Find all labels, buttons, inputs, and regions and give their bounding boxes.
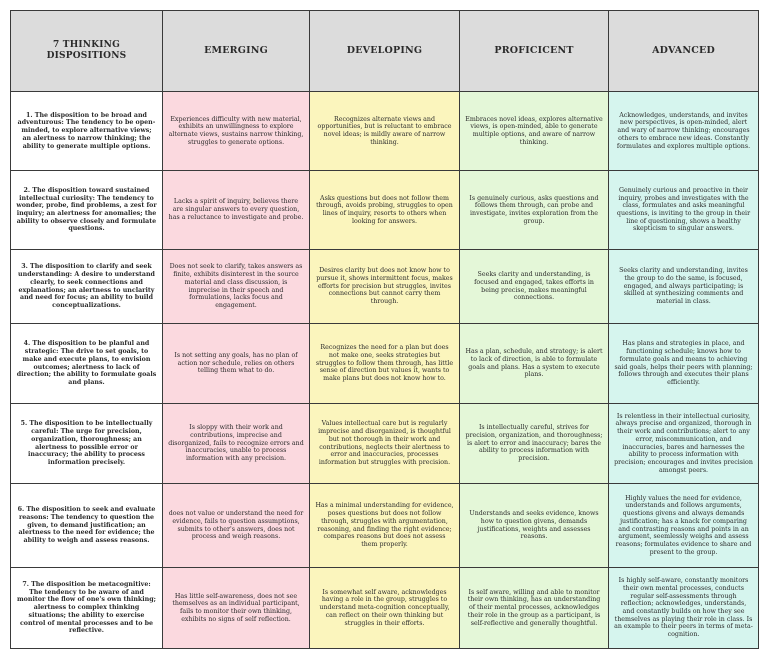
advanced-cell: Genuinely curious and proactive in their inquiry, probes and investigates with the class, formulates and asks meaningful questions, is inviting to the group in their line of questioning, shows a healthy skepticism to singular answers. (609, 171, 759, 250)
developing-cell: Is somewhat self aware, acknowledges having a role in the group, struggles to understand meta-cognition conceptually, can reflect on their own thinking but struggles in their efforts. (310, 568, 460, 649)
header-dispositions: 7 THINKING DISPOSITIONS (11, 11, 163, 92)
advanced-cell: Acknowledges, understands, and invites new perspectives, is open-minded, alert and wary of narrow thinking; encourages others to embrace new ideas. Constantly formulates and explores multiple options. (609, 92, 759, 171)
disposition-cell: 2. The disposition toward sustained intellectual curiosity: The tendency to wonder, probe, find problems, a zest for inquiry; an alertness for anomalies; the ability to observe closely and formulate questions. (11, 171, 163, 250)
proficient-cell: Embraces novel ideas, explores alternative views, is open-minded, able to generate multiple options, and aware of narrow thinking. (460, 92, 609, 171)
emerging-cell: Does not seek to clarify, takes answers as finite, exhibits disinterest in the source material and class discussion, is imprecise in their speech and formulations, lacks focus and engagement. (163, 250, 310, 324)
emerging-cell: Is not setting any goals, has no plan of action nor schedule, relies on others telling them what to do. (163, 324, 310, 404)
disposition-cell: 6. The disposition to seek and evaluate reasons: The tendency to question the given, to demand justification; an alertness to the need for evidence; the ability to weigh and assess reasons. (11, 484, 163, 568)
disposition-cell: 7. The disposition be metacognitive: The tendency to be aware of and monitor the flow of one's own thinking; alertness to complex thinking situations; the ability to exercise control of mental processes and to be reflective. (11, 568, 163, 649)
advanced-cell: Is highly self-aware, constantly monitors their own mental processes, conducts regular self-assessments through reflection; acknowledges, understands, and constantly builds on how they see themselves as playing their role in class. Is an example to their peers in terms of meta-cognition. (609, 568, 759, 649)
proficient-cell: Has a plan, schedule, and strategy; is alert to lack of direction, is able to formulate goals and plans. Has a system to execute plans. (460, 324, 609, 404)
table-row (11, 250, 759, 324)
disposition-cell: 1. The disposition to be broad and adventurous: The tendency to be open-minded, to explore alternative views; an alertness to narrow thinking; the ability to generate multiple options. (11, 92, 163, 171)
developing-cell: Recognizes the need for a plan but does not make one, seeks strategies but struggles to follow them through, has little sense of direction but values it, wants to make plans but does not know how to. (310, 324, 460, 404)
thinking-dispositions-rubric (10, 10, 759, 649)
developing-cell: Recognizes alternate views and opportunities, but is reluctant to embrace novel ideas; is mildly aware of narrow thinking. (310, 92, 460, 171)
table-row (11, 568, 759, 649)
header-advanced: ADVANCED (609, 11, 759, 92)
advanced-cell: Is relentless in their intellectual curiosity, always precise and organized, thorough in their work and contributions; alert to any error, miscommunication, and inaccuracies, bares and harnesses the ability to process information with precision; encourages and invites precision amongst peers. (609, 404, 759, 484)
table-row (11, 404, 759, 484)
proficient-cell: Is genuinely curious, asks questions and follows them through, can probe and investigate, invites exploration from the group. (460, 171, 609, 250)
advanced-cell: Has plans and strategies in place, and functioning schedule; knows how to formulate goals and means to achieving said goals, helps their peers with planning; follows through and executes their plans efficiently. (609, 324, 759, 404)
proficient-cell: Is intellectually careful, strives for precision, organization, and thoroughness; is alert to error and inaccuracy; bares the ability to process information with precision. (460, 404, 609, 484)
emerging-cell: Lacks a spirit of inquiry, believes there are singular answers to every question, has a reluctance to investigate and probe. (163, 171, 310, 250)
emerging-cell: does not value or understand the need for evidence, fails to question assumptions, submits to other's answers, does not process and weigh reasons. (163, 484, 310, 568)
emerging-cell: Experiences difficulty with new material, exhibits an unwillingness to explore alternate views, sustains narrow thinking, struggles to generate options. (163, 92, 310, 171)
table-row (11, 171, 759, 250)
table-row (11, 92, 759, 171)
proficient-cell: Understands and seeks evidence, knows how to question givens, demands justifications, weights and assesses reasons. (460, 484, 609, 568)
table-row (11, 324, 759, 404)
developing-cell: Values intellectual care but is regularly imprecise and disorganized, is thoughtful but not thorough in their work and contributions, neglects their alertness to error and inaccuracies, processes information but struggles with precision. (310, 404, 460, 484)
developing-cell: Asks questions but does not follow them through, avoids probing, struggles to open lines of inquiry, resorts to others when looking for answers. (310, 171, 460, 250)
table-row (11, 484, 759, 568)
disposition-cell: 5. The disposition to be intellectually careful: The urge for precision, organization, thoroughness; an alertness to possible error or inaccuracy; the ability to process information precisely. (11, 404, 163, 484)
advanced-cell: Highly values the need for evidence, understands and follows arguments, questions givens and always demands justification; has a knack for comparing and contrasting reasons and points in an argument, seemlessly weighs and assess reasons; formulates evidence to share and present to the group. (609, 484, 759, 568)
emerging-cell: Is sloppy with their work and contributions, imprecise and disorganized, fails to recognize errors and inaccuracies, unable to process information with any precision. (163, 404, 310, 484)
disposition-cell: 3. The disposition to clarify and seek understanding: A desire to understand clearly, to seek connections and explanations; an alertness to unclarity and need for focus; an ability to build conceptualizations. (11, 250, 163, 324)
proficient-cell: Is self aware, willing and able to monitor their own thinking, has an understanding of their mental processes, acknowledges their role in the group as a participant, is self-reflective and generally thoughtful. (460, 568, 609, 649)
disposition-cell: 4. The disposition to be planful and strategic: The drive to set goals, to make and execute plans, to envision outcomes; alertness to lack of direction; the ability to formulate goals and plans. (11, 324, 163, 404)
header-developing: DEVELOPING (310, 11, 460, 92)
emerging-cell: Has little self-awareness, does not see themselves as an individual participant, fails to monitor their own thinking, exhibits no signs of self reflection. (163, 568, 310, 649)
advanced-cell: Seeks clarity and understanding, invites the group to do the same, is focused, engaged, and always participating; is skilled at synthesizing comments and material in class. (609, 250, 759, 324)
header-emerging: EMERGING (163, 11, 310, 92)
header-row (11, 11, 759, 92)
developing-cell: Desires clarity but does not know how to pursue it, shows intermittent focus, makes efforts for precision but struggles, invites connections but cannot carry them through. (310, 250, 460, 324)
proficient-cell: Seeks clarity and understanding, is focused and engaged, takes efforts in being precise, makes meaningful connections. (460, 250, 609, 324)
header-proficient: PROFICICENT (460, 11, 609, 92)
developing-cell: Has a minimal understanding for evidence, poses questions but does not follow through, struggles with argumentation, reasoning, and finding the right evidence; compares reasons but does not assess them properly. (310, 484, 460, 568)
